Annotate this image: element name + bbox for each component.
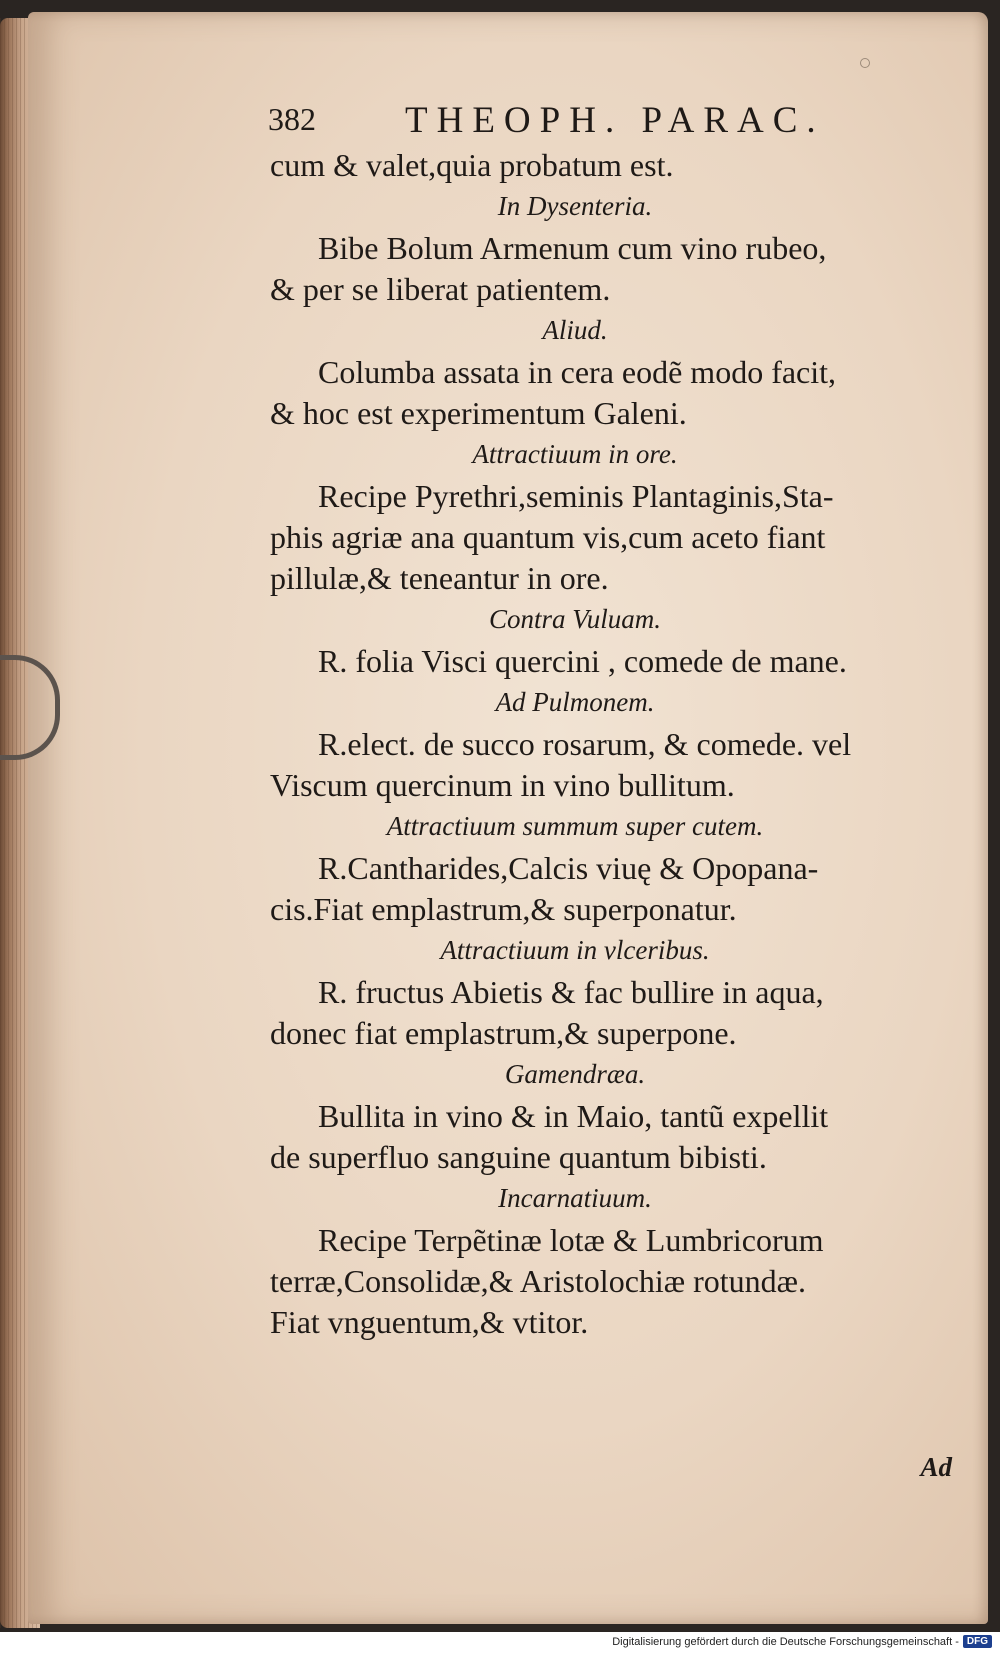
text-line: & per se liberat patientem. (270, 271, 611, 307)
page-header (270, 95, 970, 143)
text-line: pillulæ,& teneantur in ore. (270, 560, 609, 596)
dfg-logo: DFG (963, 1635, 992, 1648)
text-line: R.elect. de succo rosarum, & comede. vel (318, 726, 852, 762)
text-line: & hoc est experimentum Galeni. (270, 395, 687, 431)
text-line: Bullita in vino & in Maio, tantũ expellit (318, 1098, 829, 1134)
text-line: R. fructus Abietis & fac bullire in aqua, (318, 974, 824, 1010)
text-line: Recipe Terpẽtinæ lotæ & Lumbricorum (318, 1222, 824, 1258)
text-line: cis.Fiat emplastrum,& superponatur. (270, 891, 737, 927)
text-line: Recipe Pyrethri,seminis Plantaginis,Sta- (318, 478, 834, 514)
text-line: donec fiat emplastrum,& superpone. (270, 1015, 737, 1051)
text-line: R.Cantharides,Calcis viuę & Opopana- (318, 850, 819, 886)
paper-mark (860, 58, 870, 68)
section-heading: Attractiuum in vlceribus. (440, 935, 710, 965)
section-heading: In Dysenteria. (497, 191, 653, 221)
page-number: 382 (268, 101, 316, 137)
section-heading: Ad Pulmonem. (495, 687, 655, 717)
text-line: Viscum quercinum in vino bullitum. (270, 767, 735, 803)
digitization-credit (612, 1635, 992, 1648)
section-heading: Contra Vuluam. (488, 604, 661, 634)
text-line: R. folia Visci quercini , comede de mane. (318, 643, 847, 679)
catchword: Ad (920, 1452, 952, 1482)
text-line: de superfluo sanguine quantum bibisti. (270, 1139, 767, 1175)
credit-text: Digitalisierung gefördert durch die Deutsche Forschungsgemeinschaft - (612, 1635, 959, 1648)
body-text (270, 145, 970, 1343)
text-line: Fiat vnguentum,& vtitor. (270, 1304, 589, 1340)
text-line: terræ,Consolidæ,& Aristolochiæ rotundæ. (270, 1263, 807, 1299)
section-heading: Attractiuum summum super cutem. (386, 811, 764, 841)
section-heading: Attractiuum in ore. (472, 439, 678, 469)
section-heading: Gamendræa. (504, 1059, 646, 1089)
text-line: Bibe Bolum Armenum cum vino rubeo, (318, 230, 827, 266)
running-head: THEOPH. PARAC. (405, 100, 825, 141)
text-line: phis agriæ ana quantum vis,cum aceto fiant (270, 519, 826, 555)
section-heading: Incarnatiuum. (498, 1183, 652, 1213)
text-line: cum & valet,quia probatum est. (270, 147, 674, 183)
text-line: Columba assata in cera eodẽ modo facit, (318, 354, 837, 390)
text-block (270, 95, 970, 1343)
section-heading: Aliud. (542, 315, 608, 345)
